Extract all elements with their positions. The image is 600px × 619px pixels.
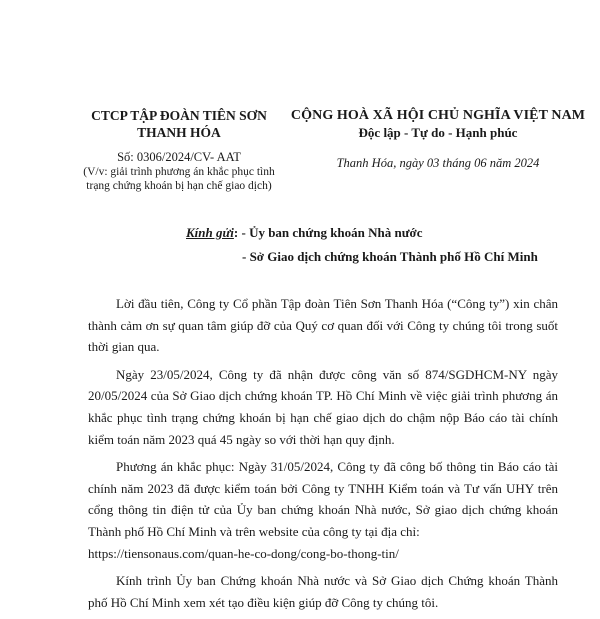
paragraph-remedy: Phương án khắc phục: Ngày 31/05/2024, Công ty đã công bố thông tin Báo cáo tài chính năm 2023 đã được kiểm toán bởi Công ty TNHH Kiểm toán và Tư vấn UHY trên cổng thông tin điện tử của Ủy ban chứng khoán Nhà nước, Sở giao dịch chứng khoán Thành phố Hồ Chí Minh và trên website của công ty tại địa chỉ: [88,459,558,539]
national-header [288,107,588,171]
paragraph-intro: Lời đầu tiên, Công ty Cổ phần Tập đoàn Tiên Sơn Thanh Hóa (“Công ty”) xin chân thành cảm ơn sự quan tâm giúp đỡ của Quý cơ quan đối với Công ty chúng tôi trong suốt thời gian qua. [88,296,558,355]
company-name-line1: CTCP TẬP ĐOÀN TIÊN SƠN [91,108,267,123]
recipient-line-1 [186,225,538,249]
paragraph-closing: Kính trình Ủy ban Chứng khoán Nhà nước và Sở Giao dịch Chứng khoán Thành phố Hồ Chí Minh xem xét tạo điều kiện giúp đỡ Công ty chúng tôi. [88,573,558,610]
company-header [74,107,284,193]
document-number: Số: 0306/2024/CV- AAT [117,150,241,164]
recipient-1: : - Ủy ban chứng khoán Nhà nước [233,225,423,240]
recipient-label: Kính gửi [186,225,234,240]
website-link[interactable]: https://tiensonaus.com/quan-he-co-dong/cong-bo-thong-tin/ [88,545,399,561]
subject-line2: trạng chứng khoán bị hạn chế giao dịch) [86,180,272,192]
paragraph-notice: Ngày 23/05/2024, Công ty đã nhận được công văn số 874/SGDHCM-NY ngày 20/05/2024 của Sở Giao dịch chứng khoán TP. Hồ Chí Minh về việc giải trình phương án khắc phục tình trạng chứng khoán bị hạn chế giao dịch do chậm nộp Báo cáo tài chính kiểm toán năm 2023 quá 45 ngày so với thời hạn quy định. [88,366,558,447]
subject-line1: (V/v: giải trình phương án khắc phục tình [83,166,275,178]
place-date: Thanh Hóa, ngày 03 tháng 06 năm 2024 [336,156,540,170]
national-motto: Độc lập - Tự do - Hạnh phúc [358,125,518,140]
letter-body [88,293,558,619]
recipients [186,225,538,273]
company-name-line2: THANH HÓA [137,125,221,140]
recipient-2: - Sở Giao dịch chứng khoán Thành phố Hồ Chí Minh [242,249,538,264]
national-title: CỘNG HOÀ XÃ HỘI CHỦ NGHĨA VIỆT NAM [290,108,586,123]
